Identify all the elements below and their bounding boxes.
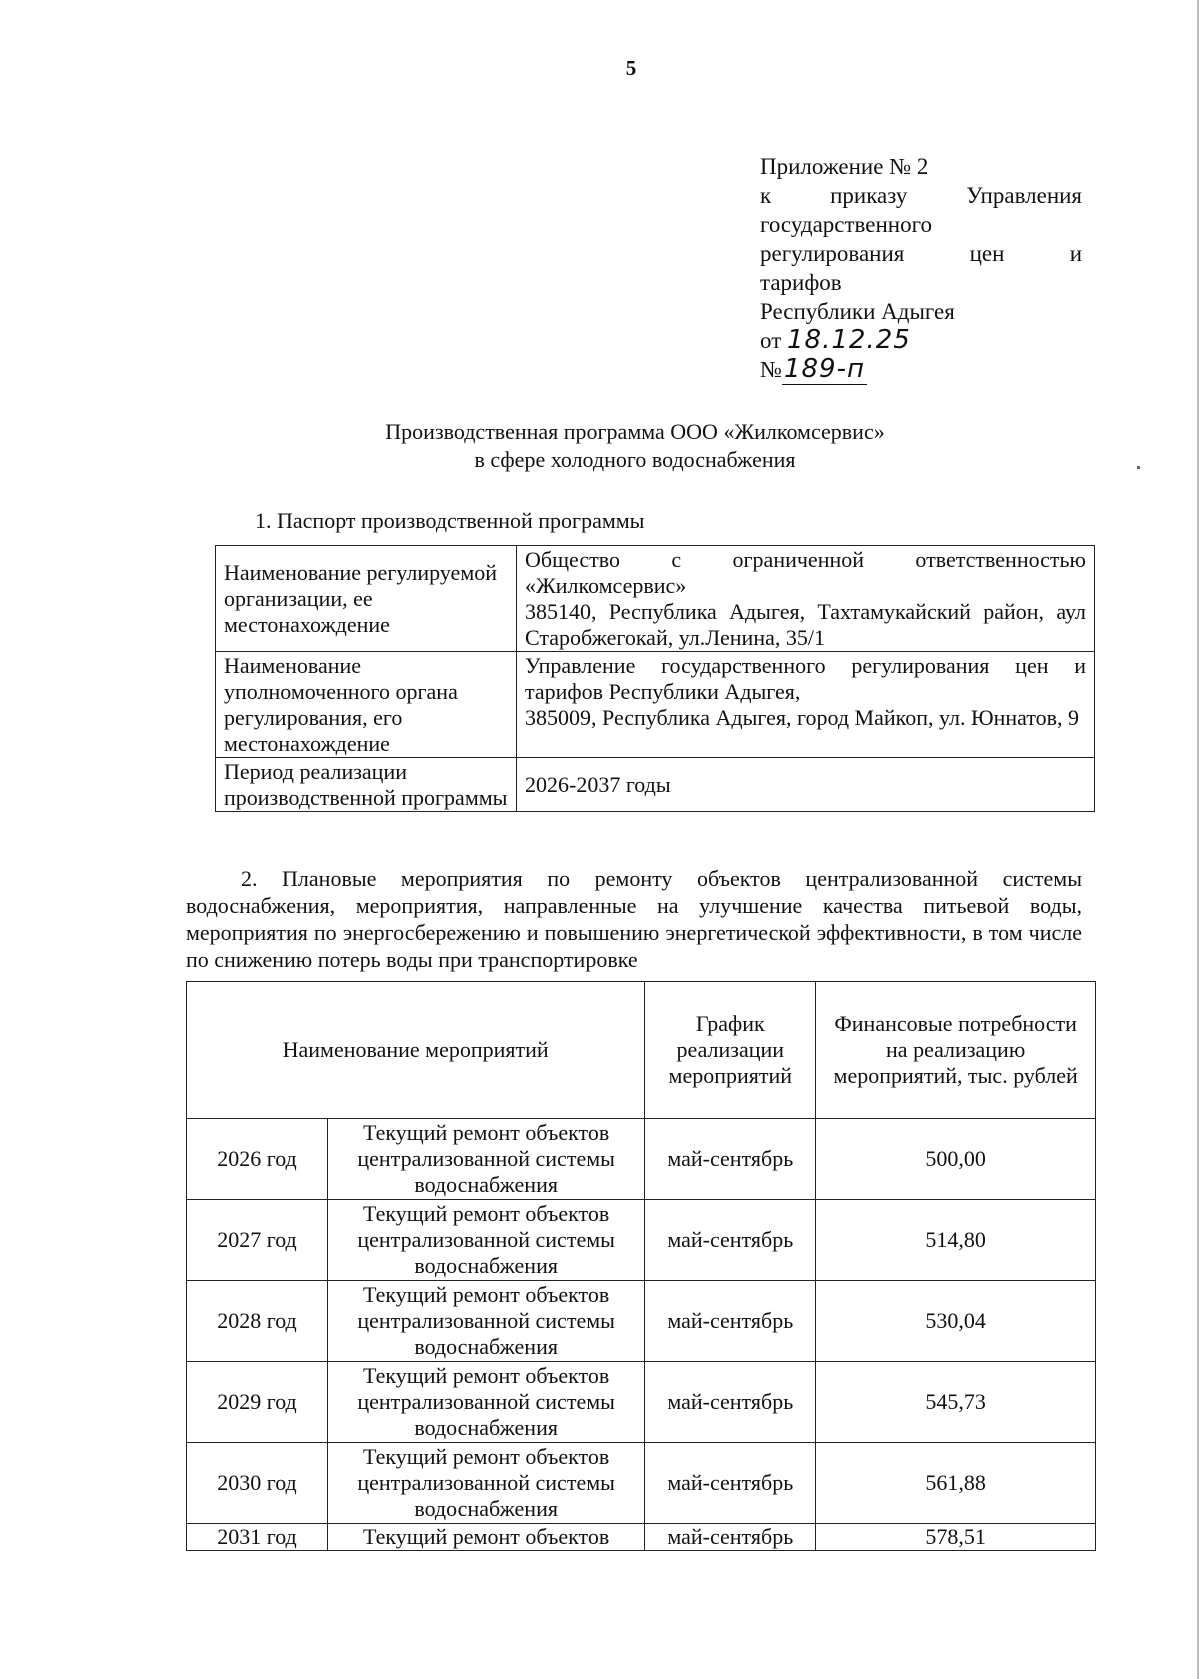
scan-speck [1137, 466, 1140, 469]
year-cell: 2029 год [187, 1362, 328, 1443]
table-row [187, 1119, 1096, 1200]
passport-value-line: Общество с ограниченной ответственностью «Жилкомсервис» [525, 547, 1086, 598]
schedule-cell: май-сентябрь [645, 1524, 816, 1551]
schedule-cell: май-сентябрь [645, 1443, 816, 1524]
section-1-heading: 1. Паспорт производственной программы [255, 508, 645, 533]
passport-label: Наименование уполномоченного органа регулирования, его местонахождение [216, 652, 517, 758]
year-cell: 2030 год [187, 1443, 328, 1524]
year-cell: 2031 год [187, 1524, 328, 1551]
passport-table [215, 545, 1095, 812]
amount-cell: 514,80 [816, 1200, 1096, 1281]
events-table [186, 981, 1096, 1551]
scan-edge-line [1197, 0, 1199, 1679]
event-cell: Текущий ремонт объектов централизованной системы водоснабжения [328, 1281, 645, 1362]
document-title-line-2: в сфере холодного водоснабжения [474, 447, 796, 472]
event-cell: Текущий ремонт объектов централизованной системы водоснабжения [328, 1119, 645, 1200]
passport-row-authority [216, 652, 1095, 758]
event-cell: Текущий ремонт объектов централизованной системы водоснабжения [328, 1443, 645, 1524]
amount-cell: 545,73 [816, 1362, 1096, 1443]
amount-cell: 578,51 [816, 1524, 1096, 1551]
year-cell: 2028 год [187, 1281, 328, 1362]
passport-value-line: 385140, Республика Адыгея, Тахтамукайский район, аул Старобжегокай, ул.Ленина, 35/1 [525, 599, 1086, 650]
handwritten-date: 18.12.25 [787, 325, 911, 355]
passport-label: Период реализации производственной программы [216, 758, 517, 812]
date-prefix: от [760, 328, 782, 353]
column-header-schedule: График реализации мероприятий [645, 982, 816, 1119]
passport-row-organization [216, 546, 1095, 652]
schedule-cell: май-сентябрь [645, 1119, 816, 1200]
amount-cell: 561,88 [816, 1443, 1096, 1524]
passport-label: Наименование регулируемой организации, ее местонахождение [216, 546, 517, 652]
appendix-line-2: государственного [760, 212, 932, 237]
column-header-finance: Финансовые потребности на реализацию мероприятий, тыс. рублей [816, 982, 1096, 1119]
appendix-line-4: тарифов [760, 270, 842, 295]
event-cell: Текущий ремонт объектов централизованной системы водоснабжения [328, 1362, 645, 1443]
table-row [187, 1443, 1096, 1524]
appendix-number [760, 355, 1082, 384]
appendix-block [760, 152, 1082, 384]
schedule-cell: май-сентябрь [645, 1362, 816, 1443]
table-row [187, 1200, 1096, 1281]
handwritten-number: 189-п [783, 354, 865, 384]
table-row [187, 1362, 1096, 1443]
appendix-title: Приложение № 2 [760, 154, 929, 179]
event-cell: Текущий ремонт объектов [328, 1524, 645, 1551]
year-cell: 2026 год [187, 1119, 328, 1200]
events-header-row [187, 982, 1096, 1119]
appendix-line-5: Республики Адыгея [760, 299, 955, 324]
table-row [187, 1524, 1096, 1551]
passport-value-line: Управление государственного регулирования цен и тарифов Республики Адыгея, [525, 653, 1086, 704]
appendix-date [760, 326, 1082, 355]
schedule-cell: май-сентябрь [645, 1281, 816, 1362]
passport-value-line: 385009, Республика Адыгея, город Майкоп, ул. Юннатов, 9 [525, 705, 1080, 730]
passport-value [517, 546, 1095, 652]
passport-row-period [216, 758, 1095, 812]
document-title-line-1: Производственная программа ООО «Жилкомсервис» [385, 419, 885, 444]
event-cell: Текущий ремонт объектов централизованной системы водоснабжения [328, 1200, 645, 1281]
document-title [180, 418, 1090, 474]
amount-cell: 500,00 [816, 1119, 1096, 1200]
table-row [187, 1281, 1096, 1362]
appendix-line-1: к приказу Управления [760, 183, 1083, 208]
page-number: 5 [625, 56, 637, 80]
section-2-heading: 2. Плановые мероприятия по ремонту объектов централизованной системы водоснабжения, мероприятия, направленные на улучшение качества питьевой воды, мероприятия по энергосбережению и повышению энергетической эффективности, в том числе по снижению потерь воды при транспортировке [186, 866, 1082, 972]
amount-cell: 530,04 [816, 1281, 1096, 1362]
schedule-cell: май-сентябрь [645, 1200, 816, 1281]
year-cell: 2027 год [187, 1200, 328, 1281]
passport-value [517, 652, 1095, 758]
number-prefix: № [760, 357, 782, 382]
column-header-name: Наименование мероприятий [187, 982, 645, 1119]
passport-value: 2026-2037 годы [517, 758, 1095, 812]
appendix-line-3: регулирования цен и [760, 241, 1082, 266]
